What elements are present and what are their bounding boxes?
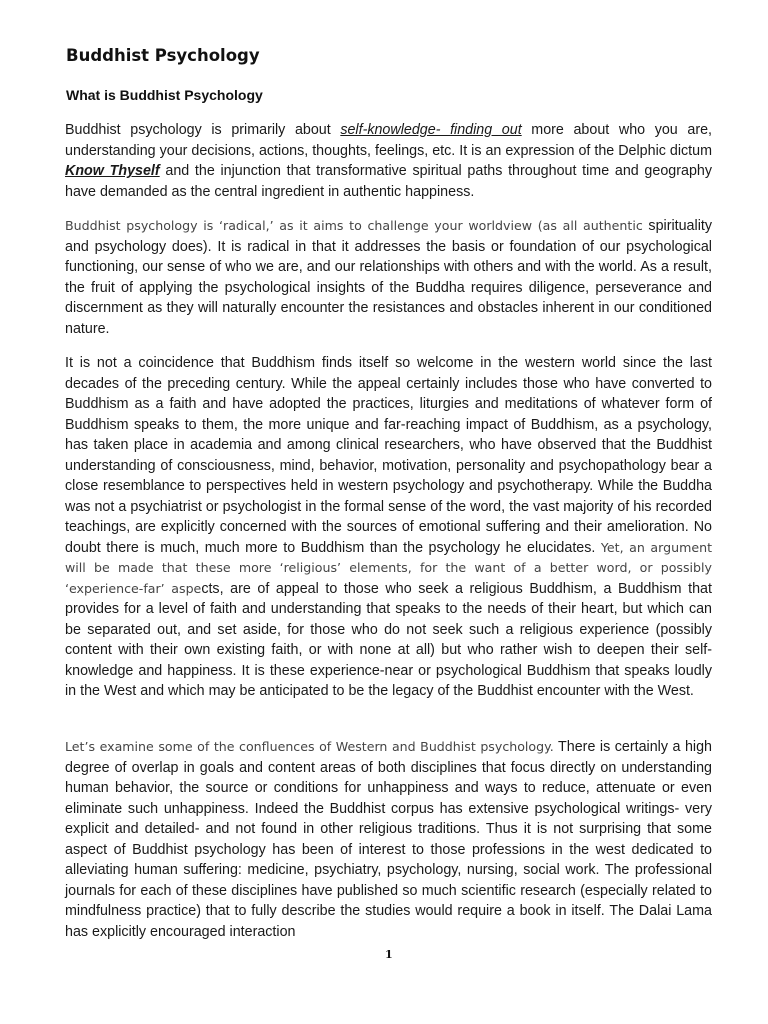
self-knowledge-link[interactable]: self-knowledge- finding out — [340, 122, 522, 138]
paragraph-2-text: spirituality and psychology does). It is radical in that it addresses the basis or foundation of our psychological functioning, our sense of who we are, and our relationships with others and with the world. As a result, the fruit of applying the psychological insights of the Buddha requires diligence, perseverance and discernment as they will naturally encounter the resistances and obstacles inherent in our conditioned nature. — [65, 218, 712, 337]
paragraph-1 — [65, 120, 712, 202]
paragraph-1-text-c: and the injunction that transformative spiritual paths throughout time and geography have demanded as the central ingredient in authentic happiness. — [65, 163, 712, 200]
paragraph-3 — [65, 353, 712, 702]
paragraph-1-text-b: more about who you are, understanding your decisions, actions, thoughts, feelings, etc. It is an expression of the Delphic dictum — [65, 122, 713, 159]
know-thyself-emphasis: Know Thyself — [65, 163, 160, 179]
paragraph-3-text-a: It is not a coincidence that Buddhism finds itself so welcome in the western world since the last decades of the preceding century. While the appeal certainly includes those who have converted to Buddhism as a faith and have adopted the practices, liturgies and meditations of whatever form of Buddhism speaks to them, the more unique and far-reaching impact of Buddhism, as a psychology, has taken place in academia and among clinical researchers, who have observed that the Buddhist understanding of consciousness, mind, behavior, motivation, personality and psychopathology bear a close resemblance to perspectives held in western psychology and psychotherapy. While the Buddha was not a psychiatrist or psychologist in the formal sense of the word, the vast majority of his recorded teachings, are explicitly concerned with the sources of emotional suffering and their amelioration. No doubt there is much, much more to Buddhism than the psychology he elucidates. — [65, 355, 712, 556]
section-heading: What is Buddhist Psychology — [66, 87, 263, 103]
paragraph-4-text: There is certainly a high degree of overlap in goals and content areas of both disciplines that focus directly on understanding human behavior, the source or conditions for unhappiness and ways to reduce, attenuate or even eliminate such unhappiness. Indeed the Buddhist corpus has extensive psychological writings- very explicit and detailed- and not found in other religious traditions. Thus it is not surprising that some aspect of Buddhist psychology has been of interest to those professions in the west dedicated to alleviating human suffering: medicine, psychiatry, psychology, nursing, social work. The professional journals for each of these disciplines have published so much scientific research (especially related to mindfulness practice) that to fully describe the studies would require a book in itself. The Dalai Lama has explicitly encouraged interaction — [65, 739, 712, 940]
paragraph-3-alt-font-run: Yet, an argument will be made that these more ‘religious’ elements, for the want of a better word, or possibly ‘experience-far’ aspe — [65, 539, 713, 596]
page-number: 1 — [385, 948, 393, 961]
paragraph-3-text-b: cts, are of appeal to those who seek a religious Buddhism, a Buddhism that provides for a level of faith and understanding that speaks to the needs of their heart, but which can be separated out, and set aside, for those who do not seek such a religious experience (possibly content with their own existing faith, or with none at all) but who rather wish to deepen their self-knowledge and happiness. It is these experience-near or psychological Buddhism that speaks loudly in the West and which may be anticipated to be the legacy of the Buddhist encounter with the West. — [65, 580, 712, 699]
paragraph-4-alt-font-run: Let’s examine some of the confluences of Western and Buddhist psychology. — [65, 739, 554, 754]
paragraph-2-alt-font-run: Buddhist psychology is ‘radical,’ as it aims to challenge your worldview (as all authentic — [65, 218, 643, 233]
paragraph-4 — [65, 737, 712, 942]
document-title: Buddhist Psychology — [66, 46, 260, 65]
paragraph-2 — [65, 216, 712, 339]
paragraph-1-text-a: Buddhist psychology is primarily about — [65, 122, 341, 138]
